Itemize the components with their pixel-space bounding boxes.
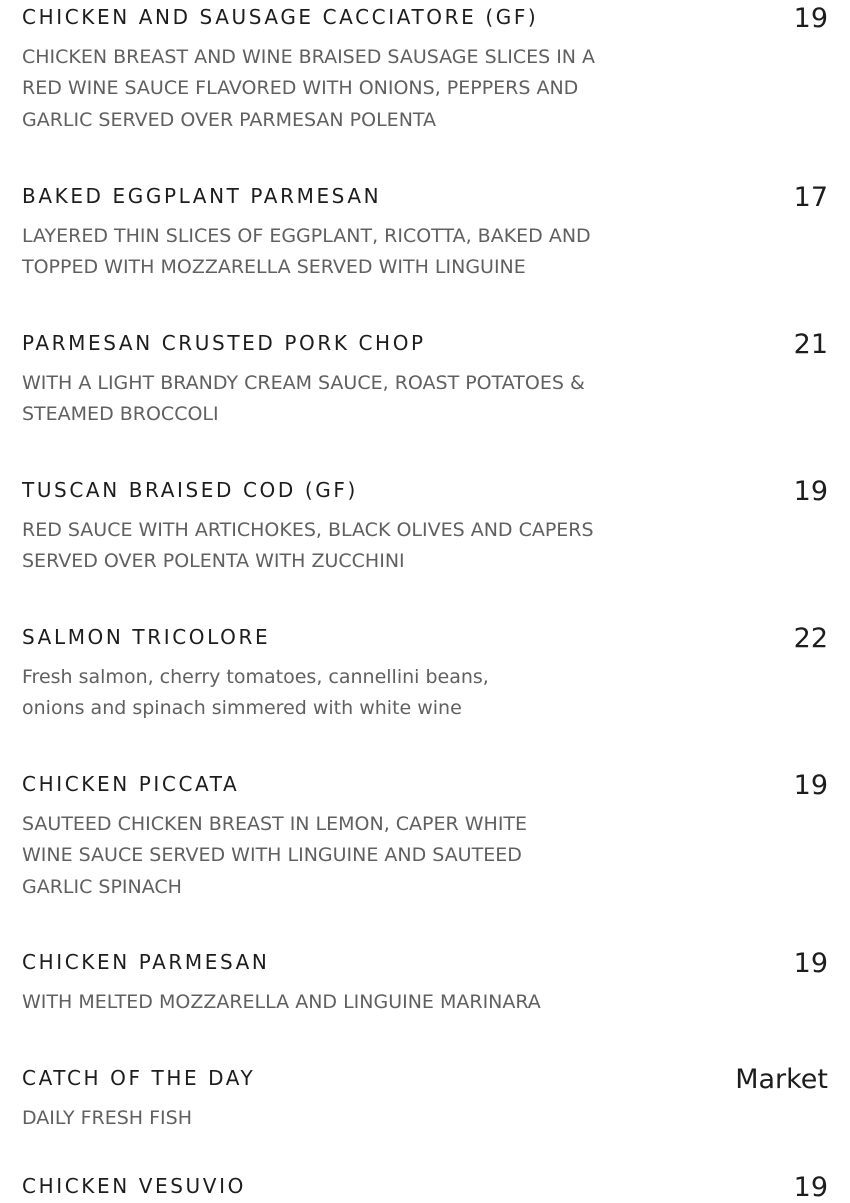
menu-item-price: 17 — [793, 182, 828, 213]
menu-item-description: DAILY FRESH FISH — [22, 1107, 193, 1129]
menu-item-name: BAKED EGGPLANT PARMESAN — [22, 184, 382, 208]
menu-item-price: 19 — [793, 3, 828, 34]
menu-item-price: Market — [735, 1064, 828, 1095]
menu-item-price: 21 — [793, 329, 828, 360]
menu-item-description: CHICKEN BREAST AND WINE BRAISED SAUSAGE SLICES IN A RED WINE SAUCE FLAVORED WITH ONIONS, PEPPERS AND GARLIC SERVED OVER PARMESAN POLENTA — [22, 46, 596, 131]
menu-item-price: 19 — [793, 770, 828, 801]
menu-item-name: CHICKEN PICCATA — [22, 772, 240, 796]
menu-item-name: CATCH OF THE DAY — [22, 1066, 256, 1090]
menu-item-description: WITH MELTED MOZZARELLA AND LINGUINE MARINARA — [22, 991, 541, 1013]
menu-item-name: SALMON TRICOLORE — [22, 625, 271, 649]
menu-item-name: CHICKEN VESUVIO — [22, 1174, 246, 1198]
menu-item-price: 19 — [793, 1172, 828, 1203]
menu-item-price: 19 — [793, 948, 828, 979]
menu-item-description: SAUTEED CHICKEN BREAST IN LEMON, CAPER WHITE WINE SAUCE SERVED WITH LINGUINE AND SAUTEED GARLIC SPINACH — [22, 813, 528, 898]
menu-item-price: 19 — [793, 476, 828, 507]
menu-item-description: WITH A LIGHT BRANDY CREAM SAUCE, ROAST POTATOES & STEAMED BROCCOLI — [22, 372, 585, 426]
menu-item-name: TUSCAN BRAISED COD (GF) — [22, 478, 358, 502]
menu-item-name: PARMESAN CRUSTED PORK CHOP — [22, 331, 426, 355]
menu-item-description: LAYERED THIN SLICES OF EGGPLANT, RICOTTA, BAKED AND TOPPED WITH MOZZARELLA SERVED WITH LINGUINE — [22, 225, 591, 279]
menu-item-description: RED SAUCE WITH ARTICHOKES, BLACK OLIVES AND CAPERS SERVED OVER POLENTA WITH ZUCCHINI — [22, 519, 594, 573]
menu-item-name: CHICKEN AND SAUSAGE CACCIATORE (GF) — [22, 5, 539, 29]
menu-item-name: CHICKEN PARMESAN — [22, 950, 270, 974]
menu-item-price: 22 — [793, 623, 828, 654]
menu-item-description: Fresh salmon, cherry tomatoes, cannellini beans, onions and spinach simmered with white wine — [22, 666, 489, 720]
